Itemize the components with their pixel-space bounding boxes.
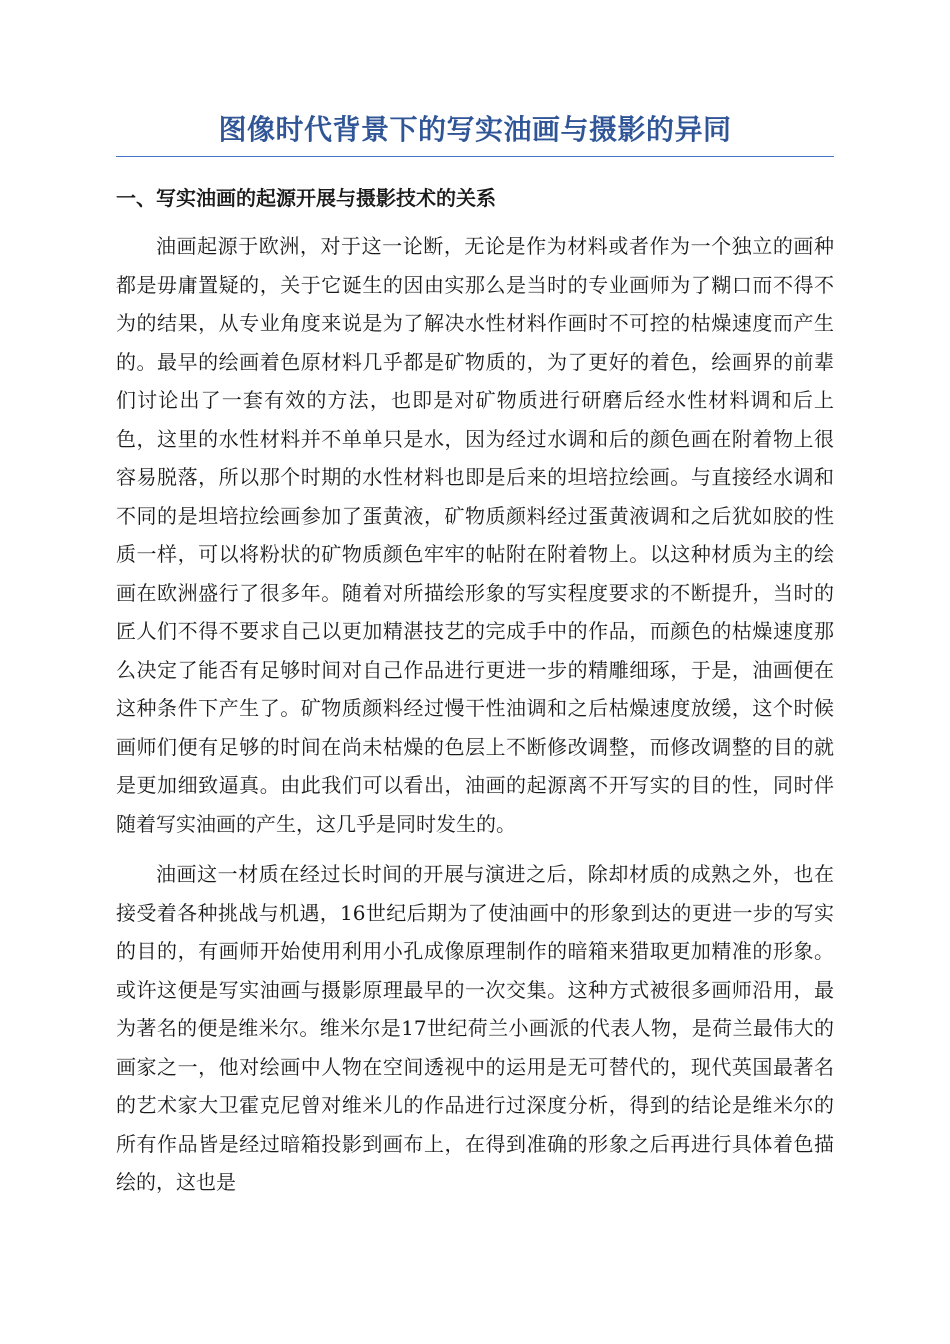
body-paragraph-2: 油画这一材质在经过长时间的开展与演进之后，除却材质的成熟之外，也在接受着各种挑战与机遇，16世纪后期为了使油画中的形象到达的更进一步的写实的目的，有画师开始使用利用小孔成像原理制作的暗箱来猎取更加精准的形象。或许这便是写实油画与摄影原理最早的一次交集。这种方式被很多画师沿用，最为著名的便是维米尔。维米尔是17世纪荷兰小画派的代表人物，是荷兰最伟大的画家之一，他对绘画中人物在空间透视中的运用是无可替代的，现代英国最著名的艺术家大卫霍克尼曾对维米儿的作品进行过深度分析，得到的结论是维米尔的所有作品皆是经过暗箱投影到画布上，在得到准确的形象之后再进行具体着色描绘的，这也是 (116, 862, 834, 1194)
body-paragraph-1: 油画起源于欧洲，对于这一论断，无论是作为材料或者作为一个独立的画种都是毋庸置疑的，关于它诞生的因由实那么是当时的专业画师为了糊口而不得不为的结果，从专业角度来说是为了解决水性材料作画时不可控的枯燥速度而产生的。最早的绘画着色原材料几乎都是矿物质的，为了更好的着色，绘画界的前辈们讨论出了一套有效的方法，也即是对矿物质进行研磨后经水性材料调和后上色，这里的水性材料并不单单只是水，因为经过水调和后的颜色画在附着物上很容易脱落，所以那个时期的水性材料也即是后来的坦培拉绘画。与直接经水调和不同的是坦培拉绘画参加了蛋黄液，矿物质颜料经过蛋黄液调和之后犹如胶的性质一样，可以将粉状的矿物质颜色牢牢的帖附在附着物上。以这种材质为主的绘画在欧洲盛行了很多年。随着对所描绘形象的写实程度要求的不断提升，当时的匠人们不得不要求自己以更加精湛技艺的完成手中的作品，而颜色的枯燥速度那么决定了能否有足够时间对自己作品进行更进一步的精雕细琢，于是，油画便在这种条件下产生了。矿物质颜料经过慢干性油调和之后枯燥速度放缓，这个时候画师们便有足够的时间在尚未枯燥的色层上不断修改调整，而修改调整的目的就是更加细致逼真。由此我们可以看出，油画的起源离不开写实的目的性，同时伴随着写实油画的产生，这几乎是同时发生的。 (116, 234, 834, 836)
title-underline (116, 156, 834, 157)
section-heading: 一、写实油画的起源开展与摄影技术的关系 (116, 186, 496, 210)
document-title: 图像时代背景下的写实油画与摄影的异同 (218, 113, 732, 146)
